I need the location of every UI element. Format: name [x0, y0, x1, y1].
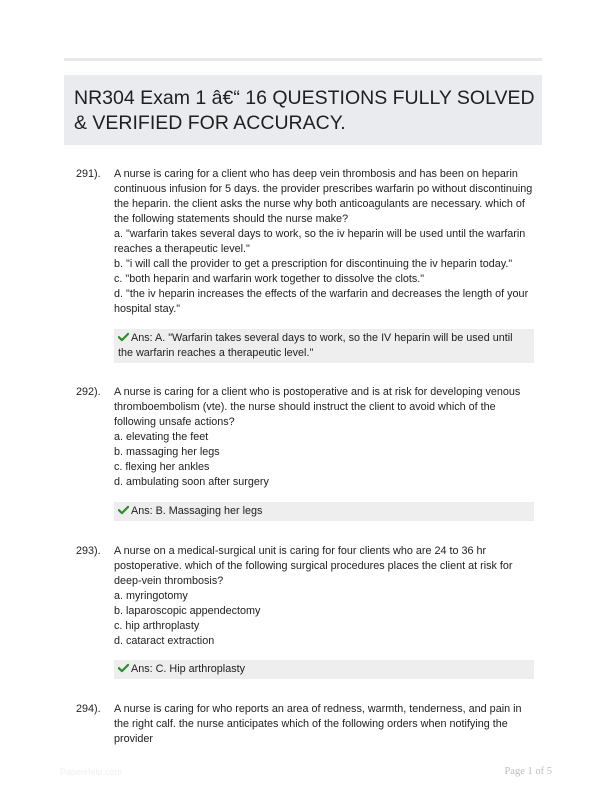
title-banner — [64, 75, 542, 145]
option-d: d. ambulating soon after surgery — [114, 476, 269, 488]
top-divider — [64, 58, 542, 61]
answer-box — [114, 329, 534, 363]
question-stem: A nurse is caring for a client who is postoperative and is at risk for developing venous thromboembolism (vte). the nurse should instruct the client to avoid which of the following unsafe actions? — [114, 386, 521, 428]
option-d: d. cataract extraction — [114, 635, 215, 647]
option-b: b. laparoscopic appendectomy — [114, 605, 261, 617]
option-b: b. "i will call the provider to get a prescription for discontinuing the iv heparin today." — [114, 258, 513, 270]
option-c: c. "both heparin and warfarin work together to dissolve the clots." — [114, 273, 425, 285]
question-body — [114, 167, 539, 317]
option-a: a. myringotomy — [114, 590, 188, 602]
page-number: Page 1 of 5 — [504, 766, 552, 777]
question-number: 294). — [76, 703, 101, 715]
question-body — [114, 544, 539, 649]
question-stem: A nurse is caring for who reports an area of redness, warmth, tenderness, and pain in the right calf. the nurse anticipates which of the following orders when notifying the provider — [114, 703, 522, 745]
option-c: c. hip arthroplasty — [114, 620, 200, 632]
answer-text: Ans: C. Hip arthroplasty — [131, 663, 246, 675]
option-d: d. "the iv heparin increases the effects of the warfarin and decreases the length of your hospital stay." — [114, 288, 529, 315]
question-number: 291). — [76, 168, 101, 180]
option-c: c. flexing her ankles — [114, 461, 210, 473]
question-stem: A nurse is caring for a client who has deep vein thrombosis and has been on heparin continuous infusion for 5 days. the provider prescribes warfarin po without discontinuing the heparin. the client asks the nurse why both anticoagulants are necessary. which of the following statements should the nurse make? — [114, 168, 533, 225]
question-stem: A nurse on a medical-surgical unit is caring for four clients who are 24 to 36 hr postoperative. which of the following surgical procedures places the client at risk for deep-vein thrombosis? — [114, 545, 513, 587]
answer-text: Ans: B. Massaging her legs — [131, 505, 263, 517]
check-icon — [118, 663, 129, 673]
footer-watermark: PaperHelp.com — [60, 767, 123, 777]
question-body — [114, 385, 539, 490]
question-body — [114, 702, 539, 747]
option-b: b. massaging her legs — [114, 446, 220, 458]
question-number: 292). — [76, 386, 101, 398]
answer-text: Ans: A. "Warfarin takes several days to work, so the IV heparin will be used until the warfarin reaches a therapeutic level." — [118, 332, 513, 359]
answer-box — [114, 502, 534, 521]
answer-box — [114, 660, 534, 679]
option-a: a. elevating the feet — [114, 431, 209, 443]
document-title: NR304 Exam 1 â€“ 16 QUESTIONS FULLY SOLVED & VERIFIED FOR ACCURACY. — [74, 87, 535, 134]
option-a: a. "warfarin takes several days to work, so the iv heparin will be used until the warfarin reaches a therapeutic level." — [114, 228, 526, 255]
question-number: 293). — [76, 545, 101, 557]
check-icon — [118, 332, 129, 342]
check-icon — [118, 505, 129, 515]
